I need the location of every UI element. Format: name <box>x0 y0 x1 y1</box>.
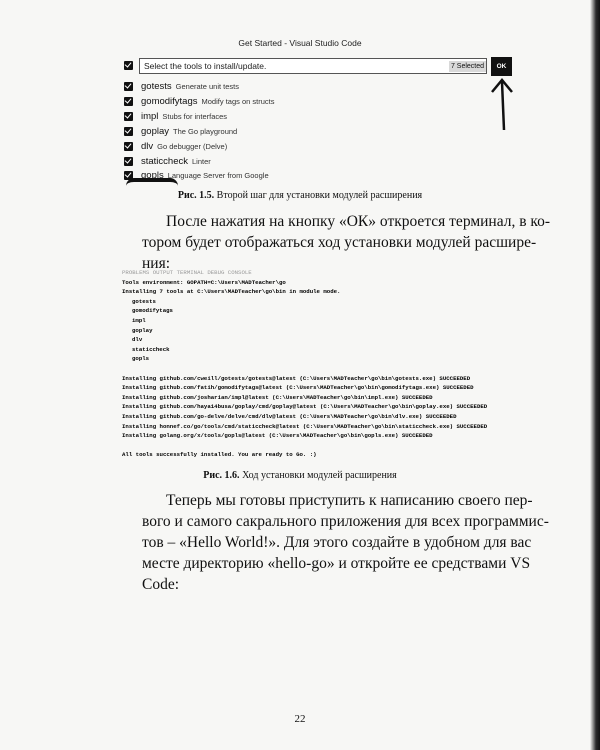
checkbox-checked-icon[interactable] <box>124 127 133 136</box>
caption-text: Ход установки модулей расширения <box>242 470 397 481</box>
caption-text: Второй шаг для установки модулей расширения <box>216 190 423 201</box>
terminal-blank <box>122 441 522 451</box>
terminal-line: gomodifytags <box>132 307 173 315</box>
tool-name: gotests <box>141 81 172 92</box>
terminal-line: Installing github.com/haya14busa/goplay/cmd/goplay@latest (C:\Users\MADTeacher\go\bin\goplay.exe) SUCCEEDED <box>122 403 488 411</box>
tool-desc: The Go playground <box>173 127 238 136</box>
terminal-line: Installing github.com/cweill/gotests/gotests@latest (C:\Users\MADTeacher\go\bin\gotests.exe) SUCCEEDED <box>122 374 471 382</box>
terminal-line: Installing golang.org/x/tools/gopls@latest (C:\Users\MADTeacher\go\bin\gopls.exe) SUCCEEDED <box>122 432 433 440</box>
arrow-up-icon <box>487 76 517 132</box>
terminal-line: goplay <box>132 326 153 334</box>
text-line: После нажатия на кнопку «ОК» откроется терминал, в ко- <box>166 213 551 230</box>
checkbox-checked-icon[interactable] <box>124 112 133 121</box>
page-number: 22 <box>294 713 306 725</box>
paragraph <box>142 211 551 274</box>
ok-button[interactable]: OK <box>491 57 512 76</box>
caption-label: Рис. 1.5. <box>177 190 215 201</box>
text-line: вого и самого сакрального приложения для всех программис- <box>142 513 549 530</box>
tool-name: impl <box>141 111 159 122</box>
terminal-line: Installing 7 tools at C:\Users\MADTeacher\go\bin in module mode. <box>122 288 341 296</box>
caption-label: Рис. 1.6. <box>203 470 240 481</box>
terminal-line: impl <box>132 316 146 324</box>
tool-name: staticcheck <box>141 156 188 167</box>
paragraph <box>142 490 549 595</box>
tool-name: gopls <box>141 170 164 181</box>
tool-item[interactable] <box>124 95 274 108</box>
text-line: тором будет отображаться ход установки модулей расшире- <box>142 234 537 251</box>
terminal-line: Installing honnef.co/go/tools/cmd/staticcheck@latest (C:\Users\MADTeacher\go\bin\staticcheck.exe) SUCCEEDED <box>122 422 488 430</box>
tool-item[interactable] <box>124 140 227 153</box>
tool-item[interactable] <box>124 155 211 168</box>
cropped-text-fragment <box>126 178 186 186</box>
figure-caption <box>0 470 600 481</box>
tool-desc: Generate unit tests <box>175 82 240 91</box>
terminal-line: Installing github.com/fatih/gomodifytags@latest (C:\Users\MADTeacher\go\bin\gomodifytags.exe) SUCCEEDED <box>122 384 474 392</box>
checkbox-checked-icon[interactable] <box>124 157 133 166</box>
tool-desc: Linter <box>192 157 211 166</box>
terminal-line: gopls <box>132 355 150 363</box>
terminal-line: Installing github.com/josharian/impl@latest (C:\Users\MADTeacher\go\bin\impl.exe) SUCCEEDED <box>122 393 433 401</box>
tool-name: goplay <box>141 126 169 137</box>
tool-name: dlv <box>141 141 154 152</box>
selected-count-badge: 7 Selected <box>450 63 485 70</box>
tool-desc: Modify tags on structs <box>201 97 275 106</box>
terminal-line: Installing github.com/go-delve/delve/cmd/dlv@latest (C:\Users\MADTeacher\go\bin\dlv.exe) SUCCEEDED <box>122 412 457 420</box>
tool-desc: Stubs for interfaces <box>162 112 228 121</box>
terminal-line: staticcheck <box>132 345 170 353</box>
tool-desc: Language Server from Google <box>167 171 269 180</box>
terminal-line: gotests <box>132 297 156 305</box>
tool-name: gomodifytags <box>141 96 198 107</box>
figure-caption <box>0 190 600 201</box>
window-title: Get Started - Visual Studio Code <box>238 38 362 48</box>
checkbox-checked-icon[interactable] <box>124 82 133 91</box>
scan-edge-shadow <box>590 0 600 750</box>
text-line: месте директорию «hello-go» и откройте ее средствами VS <box>142 555 531 572</box>
tool-item[interactable] <box>124 110 227 123</box>
terminal-tabs: PROBLEMS OUTPUT TERMINAL DEBUG CONSOLE <box>122 269 252 276</box>
checkbox-checked-icon[interactable] <box>124 61 133 70</box>
terminal-output <box>122 268 522 460</box>
tool-item[interactable] <box>124 125 237 138</box>
terminal-line: All tools successfully installed. You are ready to Go. :) <box>122 451 317 459</box>
checkbox-checked-icon[interactable] <box>124 97 133 106</box>
text-line: ния: <box>142 255 171 272</box>
tool-desc: Go debugger (Delve) <box>157 142 228 151</box>
tools-search-input[interactable]: Select the tools to install/update. <box>139 58 487 74</box>
text-line: тов – «Hello World!». Для этого создайте в удобном для вас <box>142 534 532 551</box>
checkbox-checked-icon[interactable] <box>124 142 133 151</box>
terminal-blank <box>122 364 522 374</box>
text-line: Теперь мы готовы приступить к написанию своего пер- <box>166 492 533 509</box>
terminal-line: Tools environment: GOPATH=C:\Users\MADTeacher\go <box>122 278 286 286</box>
tool-item[interactable] <box>124 80 239 93</box>
text-line: Code: <box>142 576 180 593</box>
terminal-line: dlv <box>132 336 143 344</box>
